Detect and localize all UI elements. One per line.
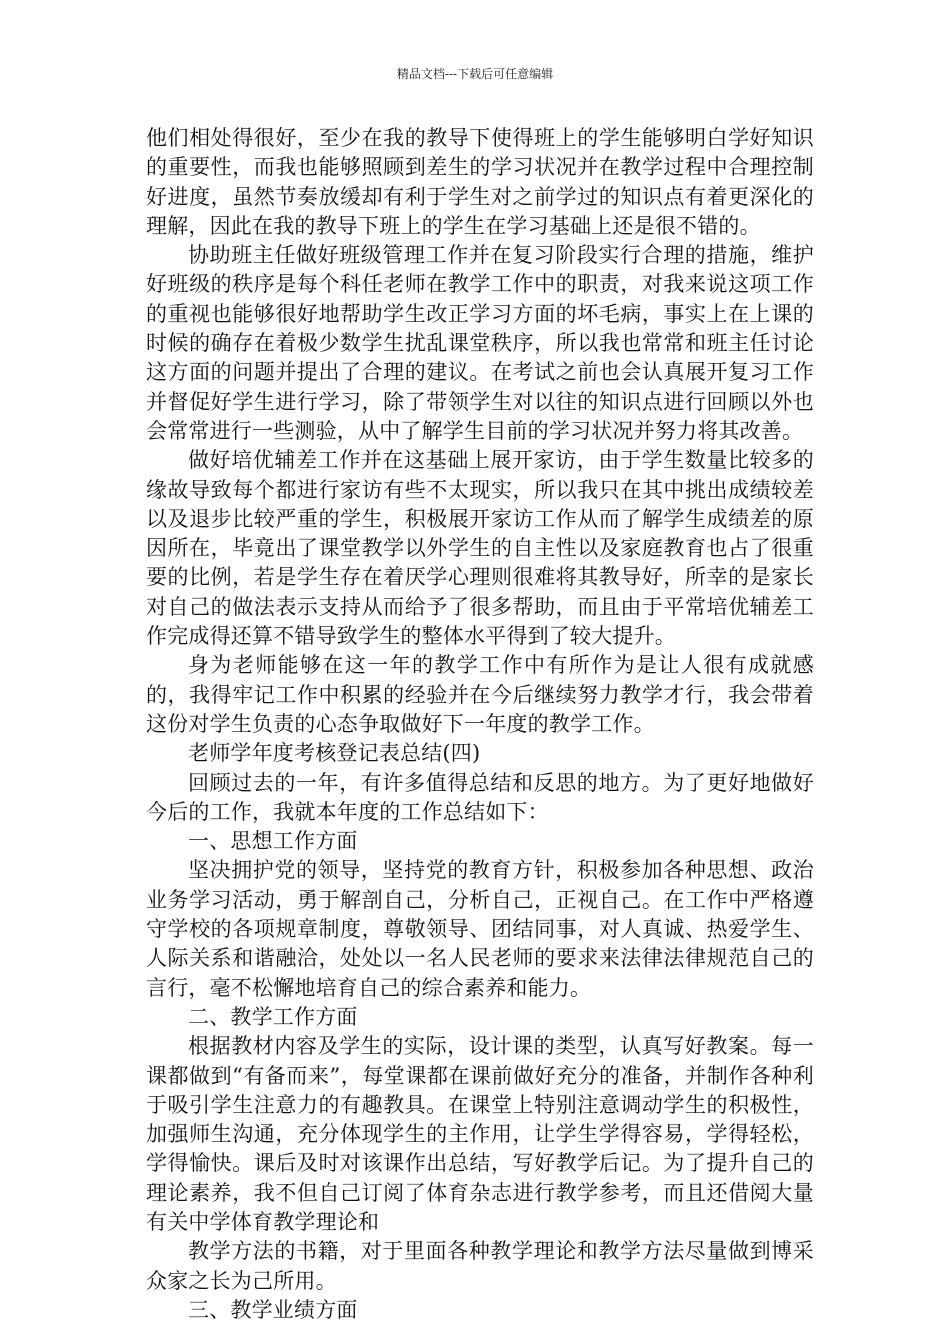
paragraph-intro: 回顾过去的一年，有许多值得总结和反思的地方。为了更好地做好今后的工作，我就本年度的工作总结如下： bbox=[146, 770, 814, 824]
paragraph-3: 做好培优辅差工作并在这基础上展开家访，由于学生数量比较多的缘故导致每个都进行家访有些不太现实，所以我只在其中挑出成绩较差以及退步比较严重的学生，积极展开家访工作从而了解学生成绩差的原因所在，毕竟出了课堂教学以外学生的自主性以及家庭教育也占了很重要的比例，若是学生存在着厌学心理则很难将其教导好，所幸的是家长对自己的做法表示支持从而给予了很多帮助，而且由于平常培优辅差工作完成得还算不错导致学生的整体水平得到了较大提升。 bbox=[146, 448, 814, 649]
paragraph-1: 他们相处得很好，至少在我的教导下使得班上的学生能够明白学好知识的重要性，而我也能够照顾到差生的学习状况并在教学过程中合理控制好进度，虽然节奏放缓却有利于学生对之前学过的知识点有着更深化的理解，因此在我的教导下班上的学生在学习基础上还是很不错的。 bbox=[146, 126, 814, 238]
heading-performance: 三、教学业绩方面 bbox=[188, 1297, 358, 1322]
page-header: 精品文档---下载后可任意编辑 bbox=[396, 67, 554, 81]
heading-ideology: 一、思想工作方面 bbox=[188, 829, 358, 854]
section-title: 老师学年度考核登记表总结(四) bbox=[188, 741, 481, 766]
document-body bbox=[146, 124, 814, 1325]
paragraph-4: 身为老师能够在这一年的教学工作中有所作为是让人很有成就感的，我得牢记工作中积累的经验并在今后继续努力教学才行，我会带着这份对学生负责的心态争取做好下一年度的教学工作。 bbox=[146, 653, 814, 736]
heading-teaching: 二、教学工作方面 bbox=[188, 1004, 358, 1029]
paragraph-teaching: 根据教材内容及学生的实际，设计课的类型，认真写好教案。每一课都做到“有备而来”，每堂课都在课前做好充分的准备，并制作各种利于吸引学生注意力的有趣教具。在课堂上特别注意调动学生的积极性，加强师生沟通，充分体现学生的主作用，让学生学得容易，学得轻松，学得愉快。课后及时对该课作出总结，写好教学后记。为了提升自己的理论素养，我不但自己订阅了体育杂志进行教学参考，而且还借阅大量有关中学体育教学理论和 bbox=[146, 1034, 814, 1234]
paragraph-2: 协助班主任做好班级管理工作并在复习阶段实行合理的措施，维护好班级的秩序是每个科任老师在教学工作中的职责，对我来说这项工作的重视也能够很好地帮助学生改正学习方面的坏毛病，事实上在上课的时候的确存在着极少数学生扰乱课堂秩序，所以我也常常和班主任讨论这方面的问题并提出了合理的建议。在考试之前也会认真展开复习工作并督促好学生进行学习，除了带领学生对以往的知识点进行回顾以外也会常常进行一些测验，从中了解学生目前的学习状况并努力将其改善。 bbox=[146, 243, 814, 443]
paragraph-ideology: 坚决拥护党的领导，坚持党的教育方针，积极参加各种思想、政治业务学习活动，勇于解剖自己，分析自己，正视自己。在工作中严格遵守学校的各项规章制度，尊敬领导、团结同事，对人真诚、热爱学生、人际关系和谐融洽，处处以一名人民老师的要求来法律法律规范自己的言行，毫不松懈地培育自己的综合素养和能力。 bbox=[146, 858, 814, 1000]
paragraph-teaching-methods: 教学方法的书籍，对于里面各种教学理论和教学方法尽量做到博采众家之长为己所用。 bbox=[146, 1239, 814, 1293]
